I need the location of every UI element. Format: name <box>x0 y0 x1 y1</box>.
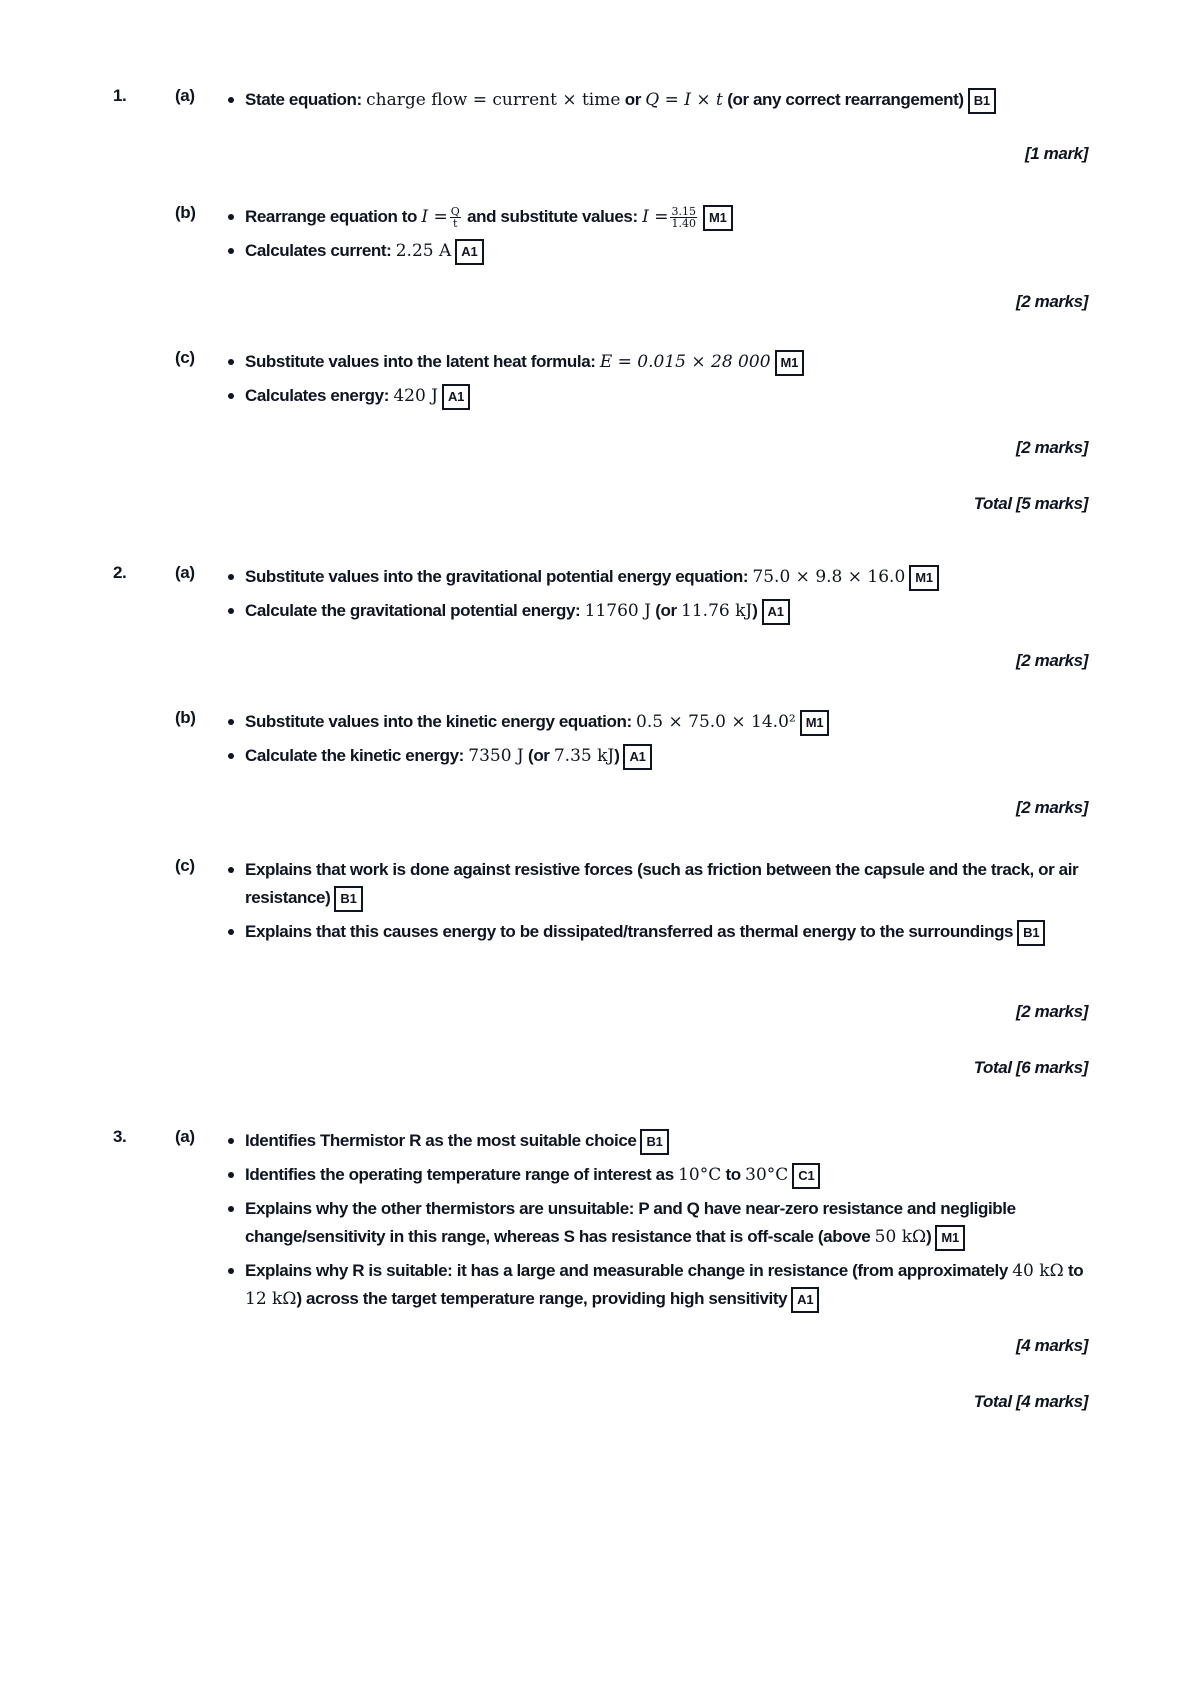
mark-code-badge: M1 <box>909 565 939 591</box>
question-total: Total [6 marks] <box>973 1058 1088 1077</box>
part-marks: [1 mark] <box>1025 144 1088 163</box>
list-item: Calculates energy: 420 J A1 <box>0 382 1200 410</box>
mark-code-badge: M1 <box>935 1225 965 1251</box>
mark-code-badge: A1 <box>455 239 483 265</box>
list-item: Identifies the operating temperature range of interest as 10°C to 30°C C1 <box>0 1161 1200 1189</box>
bullet-list <box>0 86 1200 114</box>
question-1-part-c <box>0 348 1200 416</box>
question-2-part-c <box>0 856 1200 952</box>
question-number: 2. <box>113 563 127 582</box>
question-2-part-b <box>0 708 1200 776</box>
mark-code-badge: M1 <box>703 205 733 231</box>
part-label: (c) <box>175 348 195 367</box>
bullet-list <box>0 856 1200 946</box>
list-item: Calculate the gravitational potential energy: 11760 J (or 11.76 kJ) A1 <box>0 597 1200 625</box>
bullet-list <box>0 203 1200 265</box>
list-item: Substitute values into the latent heat formula: E = 0.015 × 28 000 M1 <box>0 348 1200 376</box>
question-3 <box>0 1127 1200 1319</box>
part-label: (a) <box>175 1127 195 1146</box>
part-label: (b) <box>175 203 196 222</box>
list-item: Explains why the other thermistors are unsuitable: P and Q have near-zero resistance and negligible change/sensitivity in this range, whereas S has resistance that is off-scale (above 50 kΩ) M1 <box>0 1195 1200 1251</box>
part-marks: [4 marks] <box>1016 1336 1088 1355</box>
bullet-list <box>0 1127 1200 1313</box>
question-number: 1. <box>113 86 127 105</box>
fraction: $\frac{3.15}{1.40}$ <box>671 205 696 231</box>
mark-code-badge: C1 <box>792 1163 820 1189</box>
list-item: Calculate the kinetic energy: 7350 J (or 7.35 kJ) A1 <box>0 742 1200 770</box>
list-item: Substitute values into the gravitational potential energy equation: 75.0 × 9.8 × 16.0 M1 <box>0 563 1200 591</box>
mark-code-badge: A1 <box>623 744 651 770</box>
part-marks: [2 marks] <box>1016 438 1088 457</box>
question-1 <box>0 86 1200 120</box>
list-item: Identifies Thermistor R as the most suitable choice B1 <box>0 1127 1200 1155</box>
part-label: (a) <box>175 86 195 105</box>
question-2 <box>0 563 1200 631</box>
question-total: Total [5 marks] <box>973 494 1088 513</box>
mark-code-badge: B1 <box>640 1129 668 1155</box>
part-marks: [2 marks] <box>1016 798 1088 817</box>
bullet-list <box>0 708 1200 770</box>
part-marks: [2 marks] <box>1016 292 1088 311</box>
mark-code-badge: A1 <box>791 1287 819 1313</box>
question-total: Total [4 marks] <box>973 1392 1088 1411</box>
part-marks: [2 marks] <box>1016 1002 1088 1021</box>
list-item: Rearrange equation to I = $\frac{Q}{t}$ and substitute values: I = $\frac{3.15}{1.40}$ M1 <box>0 203 1200 231</box>
part-label: (a) <box>175 563 195 582</box>
mark-code-badge: M1 <box>775 350 805 376</box>
list-item: Explains why R is suitable: it has a large and measurable change in resistance (from approximately 40 kΩ to 12 kΩ) across the target temperature range, providing high sensitivity A1 <box>0 1257 1200 1313</box>
part-marks: [2 marks] <box>1016 651 1088 670</box>
mark-code-badge: M1 <box>800 710 830 736</box>
mark-code-badge: A1 <box>762 599 790 625</box>
fraction: $\frac{Q}{t}$ <box>450 205 460 231</box>
mark-code-badge: A1 <box>442 384 470 410</box>
mark-code-badge: B1 <box>334 886 362 912</box>
list-item: Explains that this causes energy to be dissipated/transferred as thermal energy to the surroundings B1 <box>0 918 1200 946</box>
mark-code-badge: B1 <box>968 88 996 114</box>
question-1-part-b <box>0 203 1200 271</box>
part-label: (b) <box>175 708 196 727</box>
part-label: (c) <box>175 856 195 875</box>
list-item: State equation: charge flow = current × time or Q = I × t (or any correct rearrangement) B1 <box>0 86 1200 114</box>
mark-code-badge: B1 <box>1017 920 1045 946</box>
bullet-list <box>0 348 1200 410</box>
bullet-list <box>0 563 1200 625</box>
question-number: 3. <box>113 1127 127 1146</box>
list-item: Calculates current: 2.25 A A1 <box>0 237 1200 265</box>
list-item: Explains that work is done against resistive forces (such as friction between the capsule and the track, or air resistance) B1 <box>0 856 1200 912</box>
list-item: Substitute values into the kinetic energy equation: 0.5 × 75.0 × 14.0² M1 <box>0 708 1200 736</box>
